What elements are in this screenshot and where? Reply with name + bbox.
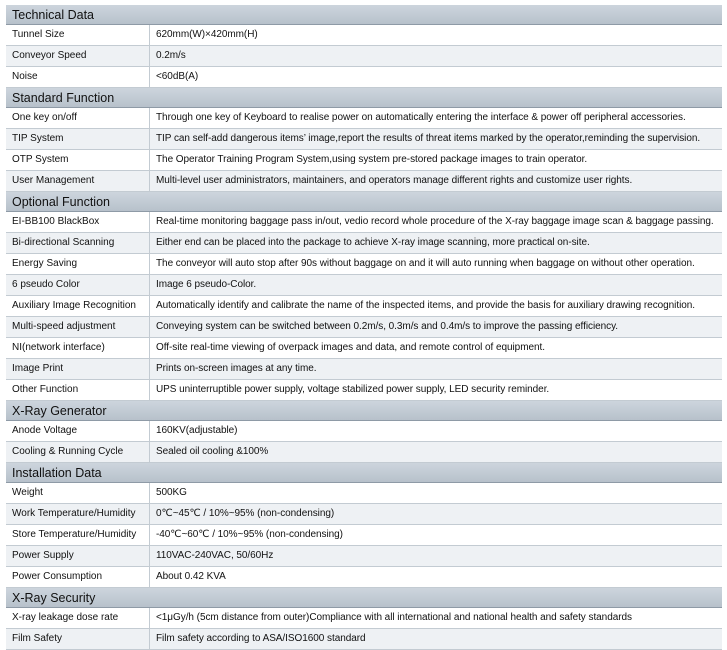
row-value: Image 6 pseudo-Color. xyxy=(156,279,257,290)
row-value: The Operator Training Program System,using system pre-stored package images to train operator. xyxy=(156,154,588,165)
row-value: Multi-level user administrators, maintainers, and operators manage different rights and customize user rights. xyxy=(156,175,633,186)
row-value: Sealed oil cooling &100% xyxy=(156,446,269,457)
row-label: Bi-directional Scanning xyxy=(6,233,150,253)
row-value: Conveying system can be switched between 0.2m/s, 0.3m/s and 0.4m/s to improve the passing efficiency. xyxy=(156,321,619,332)
table-row xyxy=(6,567,722,588)
row-value: <60dB(A) xyxy=(156,71,199,82)
table-row xyxy=(6,25,722,46)
row-value: Film safety according to ASA/ISO1600 standard xyxy=(156,633,366,644)
row-label: Cooling & Running Cycle xyxy=(6,442,150,462)
table-row xyxy=(6,546,722,567)
row-value: Real-time monitoring baggage pass in/out, vedio record whole procedure of the X-ray baggage image scan & baggage passing. xyxy=(156,216,714,227)
table-row xyxy=(6,483,722,504)
row-label: Other Function xyxy=(6,380,150,400)
section xyxy=(6,463,722,588)
section xyxy=(6,5,722,88)
row-label: Image Print xyxy=(6,359,150,379)
section-title: Installation Data xyxy=(6,463,722,483)
row-value: Through one key of Keyboard to realise power on automatically entering the interface & power off peripheral accessories. xyxy=(156,112,686,123)
row-label: 6 pseudo Color xyxy=(6,275,150,295)
row-value: Off-site real-time viewing of overpack images and data, and remote control of equipment. xyxy=(156,342,545,353)
row-label: Noise xyxy=(6,67,150,87)
row-label: X-ray leakage dose rate xyxy=(6,608,150,628)
table-row xyxy=(6,421,722,442)
table-row xyxy=(6,629,722,650)
section xyxy=(6,401,722,463)
row-label: Work Temperature/Humidity xyxy=(6,504,150,524)
row-value: Automatically identify and calibrate the name of the inspected items, and provide the basis for auxiliary drawing recognition. xyxy=(156,300,695,311)
row-value: Prints on-screen images at any time. xyxy=(156,363,317,374)
row-label: Film Safety xyxy=(6,629,150,649)
row-label: One key on/off xyxy=(6,108,150,128)
table-row xyxy=(6,254,722,275)
table-row xyxy=(6,150,722,171)
row-value: 0.2m/s xyxy=(156,50,186,61)
row-value: -40℃~60℃ / 10%~95% (non-condensing) xyxy=(156,529,343,540)
row-label: Weight xyxy=(6,483,150,503)
row-value: 160KV(adjustable) xyxy=(156,425,238,436)
row-label: Store Temperature/Humidity xyxy=(6,525,150,545)
row-value: TIP can self-add dangerous items’ image,report the results of threat items marked by the operator,reminding the supervision. xyxy=(156,133,701,144)
row-label: Power Consumption xyxy=(6,567,150,587)
row-label: OTP System xyxy=(6,150,150,170)
table-row xyxy=(6,525,722,546)
table-row xyxy=(6,338,722,359)
section xyxy=(6,88,722,192)
table-row xyxy=(6,212,722,233)
row-value: 620mm(W)×420mm(H) xyxy=(156,29,258,40)
table-row xyxy=(6,233,722,254)
section-title: X-Ray Generator xyxy=(6,401,722,421)
row-value: UPS uninterruptible power supply, voltage stabilized power supply, LED security reminder. xyxy=(156,384,550,395)
row-label: Power Supply xyxy=(6,546,150,566)
row-value: 110VAC-240VAC, 50/60Hz xyxy=(156,550,274,561)
table-row xyxy=(6,46,722,67)
row-label: Energy Saving xyxy=(6,254,150,274)
row-label: TIP System xyxy=(6,129,150,149)
spec-table xyxy=(6,5,722,650)
table-row xyxy=(6,108,722,129)
row-label: Multi-speed adjustment xyxy=(6,317,150,337)
section xyxy=(6,588,722,650)
table-row xyxy=(6,608,722,629)
row-label: Tunnel Size xyxy=(6,25,150,45)
row-value: 0℃~45℃ / 10%~95% (non-condensing) xyxy=(156,508,335,519)
section-title: Optional Function xyxy=(6,192,722,212)
table-row xyxy=(6,317,722,338)
table-row xyxy=(6,296,722,317)
row-label: User Management xyxy=(6,171,150,191)
row-label: Anode Voltage xyxy=(6,421,150,441)
row-label: EI-BB100 BlackBox xyxy=(6,212,150,232)
row-value: Either end can be placed into the package to achieve X-ray image scanning, more practical on-site. xyxy=(156,237,590,248)
table-row xyxy=(6,359,722,380)
row-label: Conveyor Speed xyxy=(6,46,150,66)
row-value: The conveyor will auto stop after 90s without baggage on and it will auto running when baggage on without other operation. xyxy=(156,258,695,269)
table-row xyxy=(6,171,722,192)
table-row xyxy=(6,275,722,296)
row-value: About 0.42 KVA xyxy=(156,571,226,582)
table-row xyxy=(6,129,722,150)
table-row xyxy=(6,67,722,88)
table-row xyxy=(6,504,722,525)
section-title: Standard Function xyxy=(6,88,722,108)
row-value: 500KG xyxy=(156,487,187,498)
row-label: Auxiliary Image Recognition xyxy=(6,296,150,316)
section-title: X-Ray Security xyxy=(6,588,722,608)
table-row xyxy=(6,442,722,463)
section xyxy=(6,192,722,401)
table-row xyxy=(6,380,722,401)
row-label: NI(network interface) xyxy=(6,338,150,358)
row-value: <1μGy/h (5cm distance from outer)Compliance with all international and national health and safety standards xyxy=(156,612,632,623)
section-title: Technical Data xyxy=(6,5,722,25)
